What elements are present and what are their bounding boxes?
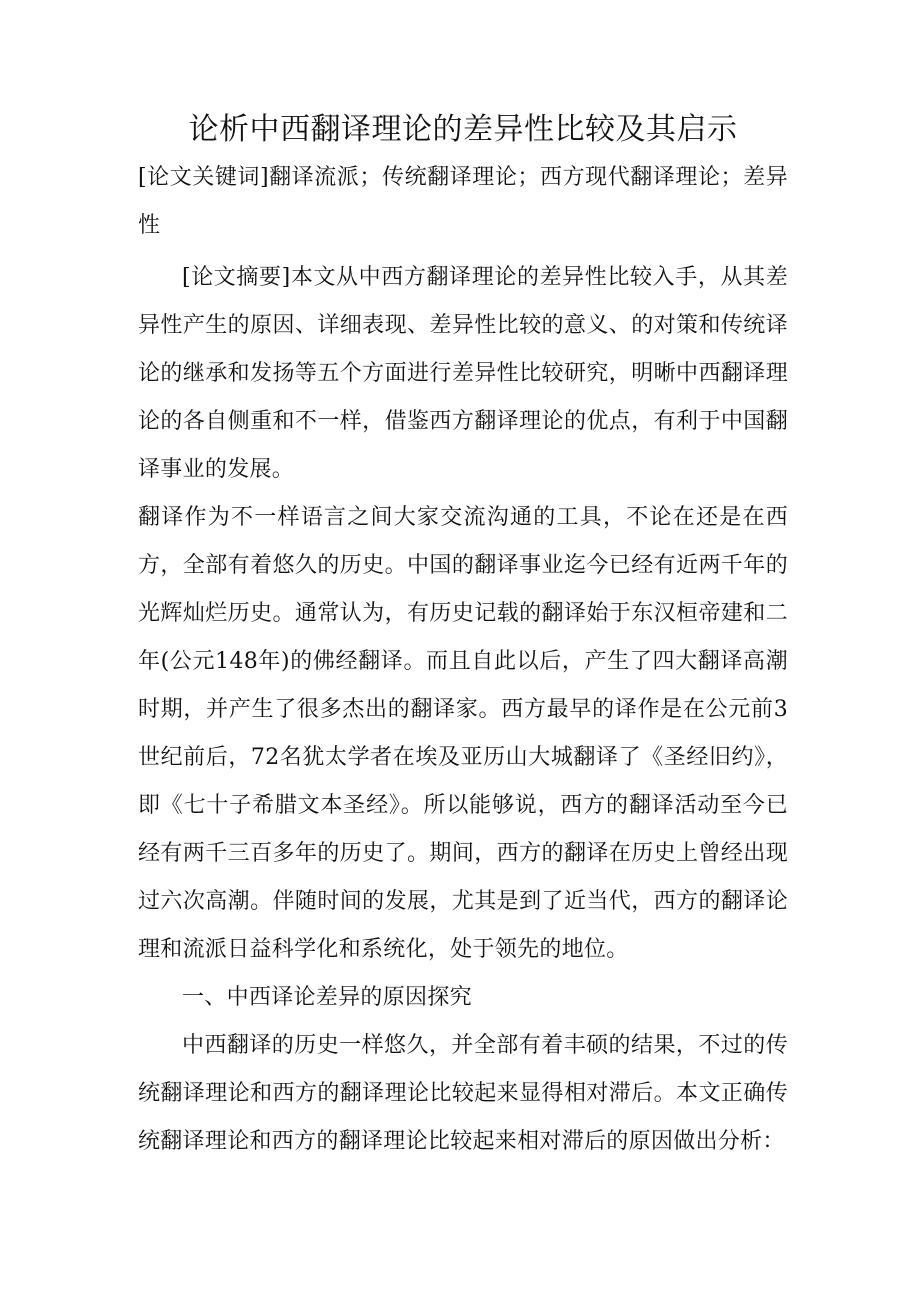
- document-page: [138, 108, 788, 1166]
- keywords-paragraph: [论文关键词]翻译流派；传统翻译理论；西方现代翻译理论；差异性: [138, 165, 788, 238]
- intro-paragraph: 翻译作为不一样语言之间大家交流沟通的工具，不论在还是在西方，全部有着悠久的历史。中国的翻译事业迄今已经有近两千年的光辉灿烂历史。通常认为，有历史记载的翻译始于东汉桓帝建和二年(公元148年)的佛经翻译。而且自此以后，产生了四大翻译高潮时期，并产生了很多杰出的翻译家。西方最早的译作是在公元前3世纪前后，72名犹太学者在埃及亚历山大城翻译了《圣经旧约》，即《七十子希腊文本圣经》。所以能够说，西方的翻译活动至今已经有两千三百多年的历史了。期间，西方的翻译在历史上曾经出现过六次高潮。伴随时间的发展，尤其是到了近当代，西方的翻译论理和流派日益科学化和系统化，处于领先的地位。: [138, 505, 788, 962]
- document-title: 论析中西翻译理论的差异性比较及其启示: [188, 112, 738, 147]
- abstract-paragraph: [论文摘要]本文从中西方翻译理论的差异性比较入手，从其差异性产生的原因、详细表现、差异性比较的意义、的对策和传统译论的继承和发扬等五个方面进行差异性比较研究，明晰中西翻译理论的各自侧重和不一样，借鉴西方翻译理论的优点，有利于中国翻译事业的发展。: [138, 265, 788, 482]
- section-heading: 一、中西译论差异的原因探究: [182, 985, 472, 1010]
- section-paragraph: 中西翻译的历史一样悠久，并全部有着丰硕的结果，不过的传统翻译理论和西方的翻译理论比较起来显得相对滞后。本文正确传统翻译理论和西方的翻译理论比较起来相对滞后的原因做出分析：: [138, 1033, 788, 1154]
